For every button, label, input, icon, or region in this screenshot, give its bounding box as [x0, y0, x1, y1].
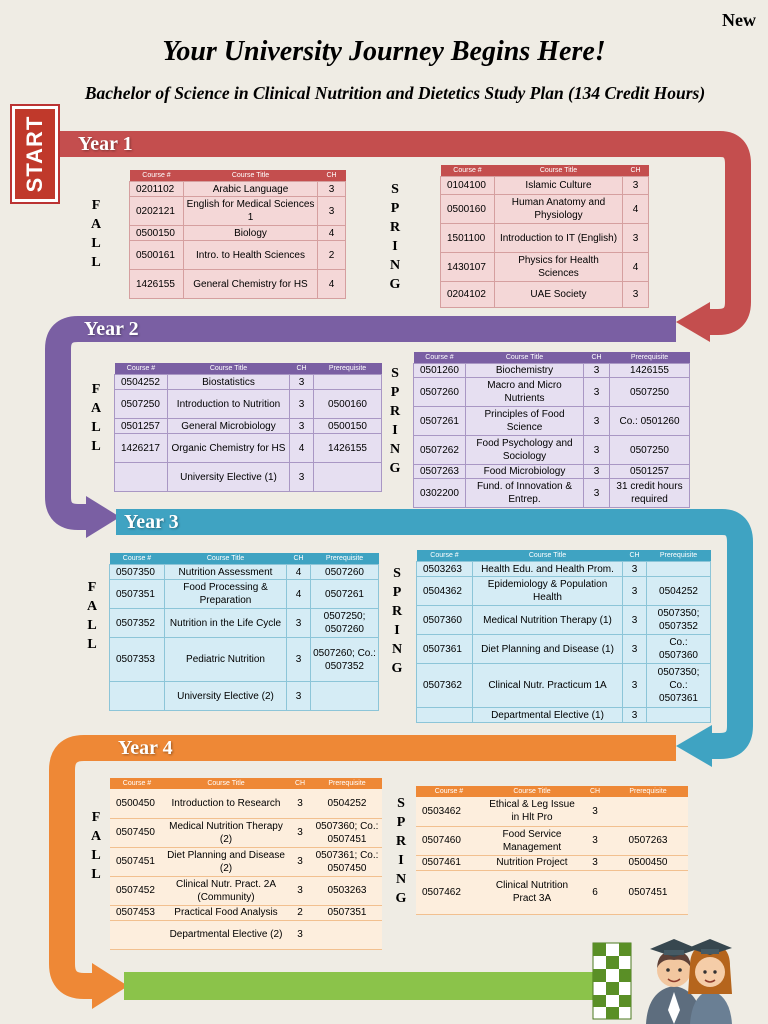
year1-spring-table — [440, 165, 649, 308]
sem-label-y2-spring: S P R I N G — [389, 366, 401, 476]
course-row — [130, 270, 346, 299]
table-header-row — [414, 352, 690, 364]
course-title: Human Anatomy and Physiology — [495, 195, 623, 224]
course-number: 0500150 — [130, 226, 184, 241]
course-row — [110, 580, 379, 609]
column-header: Course Title — [184, 170, 318, 182]
sem-label-y4-spring: S P R I N G — [395, 796, 407, 906]
prerequisite: 0507263 — [608, 826, 688, 855]
prerequisite: Co.: 0507360 — [647, 635, 711, 664]
course-row — [110, 609, 379, 638]
column-header: Prerequisite — [311, 553, 379, 565]
prerequisite: 0507451 — [608, 870, 688, 914]
course-row — [441, 224, 649, 253]
course-title: UAE Society — [495, 282, 623, 308]
course-title: Diet Planning and Disease (2) — [164, 847, 288, 876]
table-header-row — [115, 363, 382, 375]
prerequisite: 0507360; Co.: 0507451 — [312, 818, 382, 847]
column-header: Course Title — [473, 550, 623, 562]
course-number: 0507361 — [417, 635, 473, 664]
course-number: 0500161 — [130, 241, 184, 270]
column-header: CH — [288, 778, 312, 789]
course-row — [110, 920, 382, 949]
course-title: Departmental Elective (1) — [473, 708, 623, 723]
course-number: 0507350 — [110, 565, 165, 580]
course-number: 0507452 — [110, 876, 164, 905]
course-row — [417, 635, 711, 664]
course-number: 0507460 — [416, 826, 482, 855]
course-number: 0204102 — [441, 282, 495, 308]
column-header: CH — [623, 165, 649, 177]
credit-hours: 4 — [287, 565, 311, 580]
course-title: Clinical Nutrition Pract 3A — [482, 870, 582, 914]
course-title: Health Edu. and Health Prom. — [473, 562, 623, 577]
course-row — [414, 479, 690, 508]
prerequisite — [647, 562, 711, 577]
credit-hours: 3 — [287, 638, 311, 682]
course-number: 1426217 — [115, 434, 168, 463]
credit-hours: 4 — [318, 226, 346, 241]
prerequisite: 0504252 — [647, 577, 711, 606]
column-header: Prerequisite — [314, 363, 382, 375]
course-number: 0302200 — [414, 479, 466, 508]
credit-hours: 3 — [290, 375, 314, 390]
credit-hours: 3 — [623, 664, 647, 708]
column-header: Prerequisite — [647, 550, 711, 562]
prerequisite: 0504252 — [312, 789, 382, 818]
prerequisite: 0507260 — [311, 565, 379, 580]
column-header: CH — [290, 363, 314, 375]
course-title: Food Service Management — [482, 826, 582, 855]
column-header: Course Title — [168, 363, 290, 375]
course-title: Medical Nutrition Therapy (2) — [164, 818, 288, 847]
course-number: 0507450 — [110, 818, 164, 847]
course-title: Nutrition Assessment — [165, 565, 287, 580]
course-row — [130, 241, 346, 270]
year2-fall-table — [114, 363, 382, 492]
year3-spring-table — [416, 550, 711, 723]
course-title: Food Processing & Preparation — [165, 580, 287, 609]
course-row — [110, 789, 382, 818]
course-row — [416, 826, 688, 855]
road-year2-arrow — [86, 496, 120, 538]
course-number: 0507260 — [414, 378, 466, 407]
graduates-icon — [646, 939, 732, 1024]
course-title: Organic Chemistry for HS — [168, 434, 290, 463]
course-row — [414, 364, 690, 378]
credit-hours: 4 — [623, 195, 649, 224]
credit-hours: 3 — [623, 635, 647, 664]
course-number: 0507453 — [110, 905, 164, 920]
course-number: 0507451 — [110, 847, 164, 876]
prerequisite: 1426155 — [610, 364, 690, 378]
course-row — [115, 375, 382, 390]
prerequisite: 31 credit hours required — [610, 479, 690, 508]
course-row — [110, 638, 379, 682]
page-title: Your University Journey Begins Here! — [162, 36, 606, 67]
prerequisite: 0500450 — [608, 855, 688, 870]
table-header-row — [130, 170, 346, 182]
column-header: Course # — [115, 363, 168, 375]
course-title: Food Microbiology — [466, 465, 584, 479]
credit-hours: 3 — [288, 789, 312, 818]
column-header: Course # — [417, 550, 473, 562]
course-row — [441, 253, 649, 282]
sem-label-y1-fall: F A L L — [90, 198, 102, 270]
prerequisite: Co.: 0501260 — [610, 407, 690, 436]
column-header: CH — [318, 170, 346, 182]
start-label: START — [22, 115, 47, 193]
column-header: Course # — [414, 352, 466, 364]
course-row — [110, 682, 379, 711]
column-header: CH — [584, 352, 610, 364]
credit-hours: 3 — [288, 920, 312, 949]
credit-hours: 2 — [318, 241, 346, 270]
sem-label-y4-fall: F A L L — [90, 810, 102, 882]
course-title: Introduction to Research — [164, 789, 288, 818]
course-row — [115, 434, 382, 463]
course-title: Arabic Language — [184, 182, 318, 197]
column-header: CH — [287, 553, 311, 565]
course-number: 0501257 — [115, 419, 168, 434]
course-row — [416, 855, 688, 870]
credit-hours: 3 — [623, 606, 647, 635]
road-year1-arrow — [676, 302, 710, 342]
prerequisite: 0507350; Co.: 0507361 — [647, 664, 711, 708]
course-title: Diet Planning and Disease (1) — [473, 635, 623, 664]
course-number: 1430107 — [441, 253, 495, 282]
course-number: 0507261 — [414, 407, 466, 436]
credit-hours: 3 — [290, 419, 314, 434]
credit-hours: 3 — [318, 182, 346, 197]
course-number: 0504252 — [115, 375, 168, 390]
table-header-row — [441, 165, 649, 177]
prerequisite — [311, 682, 379, 711]
prerequisite: 1426155 — [314, 434, 382, 463]
credit-hours: 3 — [584, 436, 610, 465]
credit-hours: 3 — [584, 378, 610, 407]
course-title: Intro. to Health Sciences — [184, 241, 318, 270]
credit-hours: 3 — [584, 479, 610, 508]
prerequisite: 0507250; 0507260 — [311, 609, 379, 638]
credit-hours: 4 — [623, 253, 649, 282]
year1-fall-table — [129, 170, 346, 299]
sem-label-y3-spring: S P R I N G — [391, 566, 403, 676]
year4-fall-table — [110, 778, 382, 950]
credit-hours: 3 — [623, 282, 649, 308]
course-number: 0507362 — [417, 664, 473, 708]
prerequisite: 0501257 — [610, 465, 690, 479]
prerequisite: 0507250 — [610, 436, 690, 465]
course-row — [441, 177, 649, 195]
course-number: 0202121 — [130, 197, 184, 226]
prerequisite: 0500160 — [314, 390, 382, 419]
credit-hours: 3 — [623, 708, 647, 723]
column-header: Course # — [110, 553, 165, 565]
column-header: Prerequisite — [608, 786, 688, 797]
course-row — [115, 419, 382, 434]
course-row — [130, 226, 346, 241]
course-row — [417, 664, 711, 708]
table-header-row — [110, 778, 382, 789]
credit-hours: 3 — [288, 876, 312, 905]
column-header: Course # — [416, 786, 482, 797]
course-number: 0500450 — [110, 789, 164, 818]
course-title: Nutrition in the Life Cycle — [165, 609, 287, 638]
year4-label: Year 4 — [118, 737, 173, 759]
column-header: Prerequisite — [610, 352, 690, 364]
road-final — [124, 972, 604, 1000]
course-title: General Chemistry for HS — [184, 270, 318, 299]
course-number: 0507353 — [110, 638, 165, 682]
course-title: Practical Food Analysis — [164, 905, 288, 920]
course-number: 0507360 — [417, 606, 473, 635]
course-number: 1501100 — [441, 224, 495, 253]
course-row — [414, 378, 690, 407]
column-header: Course # — [130, 170, 184, 182]
year3-label: Year 3 — [124, 511, 179, 533]
prerequisite — [647, 708, 711, 723]
course-row — [110, 876, 382, 905]
course-number: 0507462 — [416, 870, 482, 914]
course-title: Biology — [184, 226, 318, 241]
start-sign — [12, 106, 58, 202]
course-number: 0507250 — [115, 390, 168, 419]
course-title: Clinical Nutr. Practicum 1A — [473, 664, 623, 708]
course-title: Clinical Nutr. Pract. 2A (Community) — [164, 876, 288, 905]
course-row — [416, 870, 688, 914]
prerequisite — [314, 375, 382, 390]
course-title: Physics for Health Sciences — [495, 253, 623, 282]
course-title: Nutrition Project — [482, 855, 582, 870]
new-badge: New — [722, 10, 756, 30]
credit-hours: 4 — [287, 580, 311, 609]
course-number: 0507262 — [414, 436, 466, 465]
course-title: Ethical & Leg Issue in Hlt Pro — [482, 797, 582, 826]
table-header-row — [416, 786, 688, 797]
course-number — [110, 682, 165, 711]
course-row — [110, 847, 382, 876]
column-header: Course Title — [466, 352, 584, 364]
course-title: Pediatric Nutrition — [165, 638, 287, 682]
table-header-row — [417, 550, 711, 562]
prerequisite — [314, 463, 382, 492]
credit-hours: 3 — [318, 197, 346, 226]
finish-flag-icon — [593, 943, 631, 1019]
course-row — [414, 465, 690, 479]
credit-hours: 3 — [623, 177, 649, 195]
column-header: Course Title — [164, 778, 288, 789]
course-title: English for Medical Sciences 1 — [184, 197, 318, 226]
course-number: 0104100 — [441, 177, 495, 195]
course-title: General Microbiology — [168, 419, 290, 434]
course-number: 1426155 — [130, 270, 184, 299]
course-title: Departmental Elective (2) — [164, 920, 288, 949]
year4-spring-table — [416, 786, 688, 915]
course-number: 0503263 — [417, 562, 473, 577]
credit-hours: 3 — [287, 609, 311, 638]
course-row — [115, 390, 382, 419]
prerequisite: 0500150 — [314, 419, 382, 434]
prerequisite — [312, 920, 382, 949]
column-header: CH — [582, 786, 608, 797]
prerequisite: 0507261 — [311, 580, 379, 609]
course-number: 0507461 — [416, 855, 482, 870]
credit-hours: 3 — [287, 682, 311, 711]
credit-hours: 3 — [290, 463, 314, 492]
sem-label-y2-fall: F A L L — [90, 382, 102, 454]
course-number: 0501260 — [414, 364, 466, 378]
course-row — [416, 797, 688, 826]
credit-hours: 3 — [623, 562, 647, 577]
credit-hours: 3 — [582, 855, 608, 870]
column-header: Course Title — [495, 165, 623, 177]
course-number — [115, 463, 168, 492]
table-header-row — [110, 553, 379, 565]
course-row — [110, 905, 382, 920]
credit-hours: 3 — [584, 364, 610, 378]
credit-hours: 3 — [290, 390, 314, 419]
course-row — [110, 818, 382, 847]
course-row — [130, 182, 346, 197]
course-title: University Elective (1) — [168, 463, 290, 492]
course-title: Macro and Micro Nutrients — [466, 378, 584, 407]
prerequisite: 0503263 — [312, 876, 382, 905]
credit-hours: 3 — [288, 847, 312, 876]
course-row — [417, 708, 711, 723]
sem-label-y1-spring: S P R I N G — [389, 182, 401, 292]
course-title: University Elective (2) — [165, 682, 287, 711]
year2-label: Year 2 — [84, 318, 139, 340]
prerequisite: 0507351 — [312, 905, 382, 920]
credit-hours: 3 — [584, 407, 610, 436]
course-title: Biostatistics — [168, 375, 290, 390]
course-title: Introduction to Nutrition — [168, 390, 290, 419]
course-row — [115, 463, 382, 492]
course-title: Fund. of Innovation & Entrep. — [466, 479, 584, 508]
column-header: Prerequisite — [312, 778, 382, 789]
course-row — [417, 562, 711, 577]
column-header: CH — [623, 550, 647, 562]
credit-hours: 3 — [582, 797, 608, 826]
course-title: Introduction to IT (English) — [495, 224, 623, 253]
page-subtitle: Bachelor of Science in Clinical Nutrition and Dietetics Study Plan (134 Credit Hours) — [84, 83, 706, 103]
road-year3-arrow — [676, 725, 712, 767]
sem-label-y3-fall: F A L L — [86, 580, 98, 652]
course-row — [441, 282, 649, 308]
course-number — [417, 708, 473, 723]
year1-label: Year 1 — [78, 133, 133, 155]
course-number: 0500160 — [441, 195, 495, 224]
credit-hours: 4 — [318, 270, 346, 299]
course-number: 0504362 — [417, 577, 473, 606]
credit-hours: 3 — [623, 577, 647, 606]
credit-hours: 3 — [584, 465, 610, 479]
course-title: Food Psychology and Sociology — [466, 436, 584, 465]
credit-hours: 3 — [288, 818, 312, 847]
course-row — [130, 197, 346, 226]
prerequisite: 0507350; 0507352 — [647, 606, 711, 635]
column-header: Course # — [441, 165, 495, 177]
course-title: Medical Nutrition Therapy (1) — [473, 606, 623, 635]
credit-hours: 3 — [582, 826, 608, 855]
course-number — [110, 920, 164, 949]
course-title: Principles of Food Science — [466, 407, 584, 436]
course-title: Epidemiology & Population Health — [473, 577, 623, 606]
prerequisite: 0507250 — [610, 378, 690, 407]
course-row — [417, 606, 711, 635]
road-year4-arrow — [92, 963, 128, 1009]
course-number: 0507352 — [110, 609, 165, 638]
course-number: 0507263 — [414, 465, 466, 479]
course-row — [414, 407, 690, 436]
course-title: Islamic Culture — [495, 177, 623, 195]
course-title: Biochemistry — [466, 364, 584, 378]
prerequisite: 0507260; Co.: 0507352 — [311, 638, 379, 682]
course-row — [414, 436, 690, 465]
credit-hours: 3 — [623, 224, 649, 253]
column-header: Course Title — [482, 786, 582, 797]
column-header: Course Title — [165, 553, 287, 565]
course-number: 0201102 — [130, 182, 184, 197]
course-number: 0503462 — [416, 797, 482, 826]
course-row — [417, 577, 711, 606]
course-row — [110, 565, 379, 580]
credit-hours: 4 — [290, 434, 314, 463]
course-number: 0507351 — [110, 580, 165, 609]
prerequisite — [608, 797, 688, 826]
course-row — [441, 195, 649, 224]
year2-spring-table — [413, 352, 690, 508]
column-header: Course # — [110, 778, 164, 789]
credit-hours: 6 — [582, 870, 608, 914]
year3-fall-table — [109, 553, 379, 711]
prerequisite: 0507361; Co.: 0507450 — [312, 847, 382, 876]
credit-hours: 2 — [288, 905, 312, 920]
